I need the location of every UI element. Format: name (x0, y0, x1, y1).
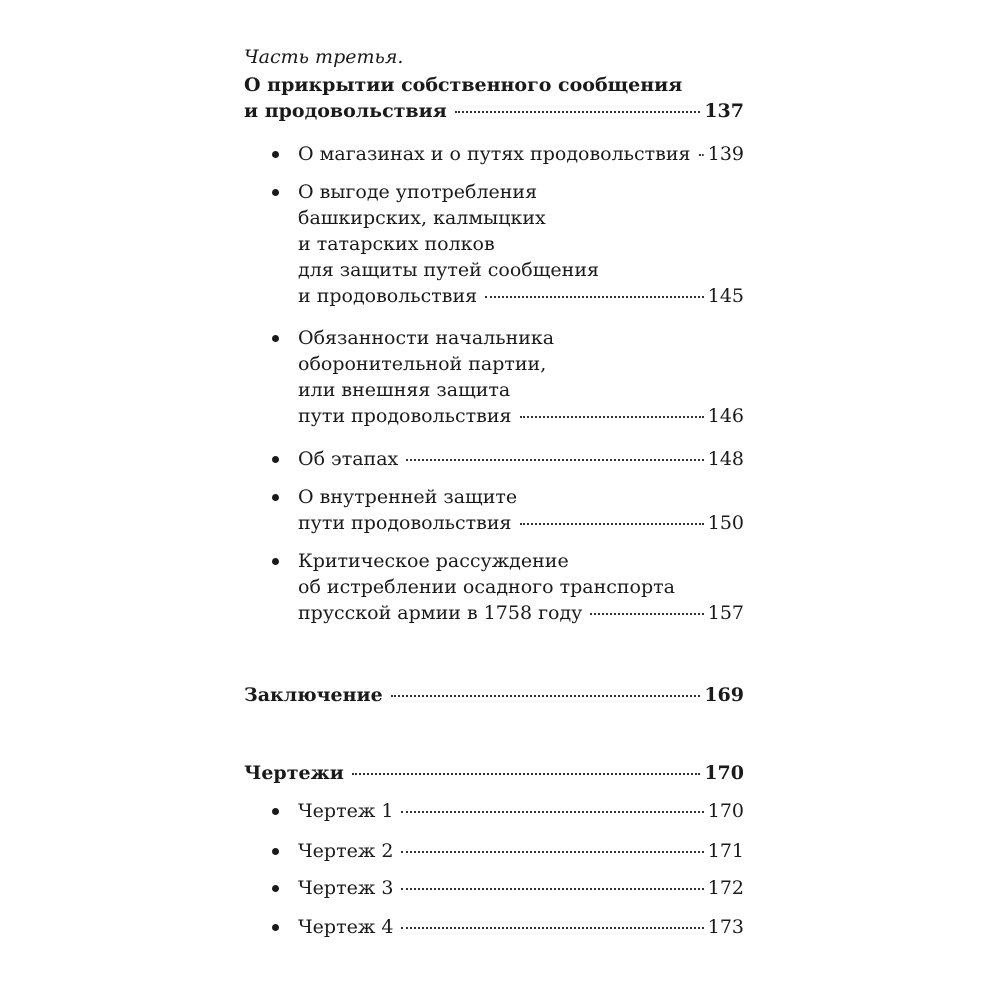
dot-leader (520, 416, 704, 418)
dot-leader (406, 459, 703, 461)
toc-entry-drawing[interactable] (298, 838, 744, 864)
entry-title-line: Обязанности начальника (298, 327, 555, 349)
toc-entry[interactable] (298, 446, 744, 472)
dot-leader (401, 851, 703, 853)
entry-title-line: Чертеж 2 (298, 840, 394, 862)
entry-title-line: Заключение (244, 684, 383, 706)
dot-leader (401, 888, 703, 890)
entry-title-line: и продовольствия (244, 100, 447, 122)
page-number: 173 (707, 916, 744, 938)
toc-entry-drawing[interactable] (298, 875, 744, 901)
toc-entry-part-three[interactable] (244, 72, 744, 124)
entry-title-line: оборонительной партии, (298, 353, 547, 375)
page-number: 139 (707, 143, 744, 165)
dot-leader (520, 523, 704, 525)
toc-entry[interactable] (298, 141, 744, 167)
page-number: 150 (707, 512, 744, 534)
entry-title-line: для защиты путей сообщения (298, 259, 599, 281)
entry-title-line: О прикрытии собственного сообщения (244, 74, 683, 96)
dot-leader (455, 111, 701, 113)
page-number: 170 (704, 762, 744, 784)
bullet-icon (272, 848, 279, 855)
bullet-icon (272, 808, 279, 815)
page-number: 146 (707, 405, 744, 427)
dot-leader (352, 773, 700, 775)
bullet-icon (272, 885, 279, 892)
page-number: 170 (707, 800, 744, 822)
page-number: 148 (707, 448, 744, 470)
toc-entry[interactable] (298, 179, 744, 309)
dot-leader (485, 296, 704, 298)
bullet-icon (272, 335, 279, 342)
dot-leader (401, 811, 703, 813)
bullet-icon (272, 558, 279, 565)
bullet-icon (272, 189, 279, 196)
entry-title-line: Чертеж 4 (298, 916, 394, 938)
entry-title-line: пути продовольствия (298, 512, 512, 534)
page-number: 145 (707, 285, 744, 307)
entry-title-line: Чертеж 1 (298, 800, 394, 822)
toc-entry-conclusion[interactable] (244, 682, 744, 708)
entry-title-line: или внешняя защита (298, 379, 511, 401)
entry-title-line: и продовольствия (298, 285, 478, 307)
entry-title-line: Чертежи (244, 762, 344, 784)
bullet-icon (272, 494, 279, 501)
toc-entry[interactable] (298, 548, 744, 626)
entry-title-line: об истреблении осадного транспорта (298, 576, 675, 598)
entry-title-line: Критическое рассуждение (298, 550, 569, 572)
page-number: 137 (704, 100, 744, 122)
entry-title-line: пути продовольствия (298, 405, 512, 427)
dot-leader (391, 695, 701, 697)
entry-title-line: О магазинах и о путях продовольствия (298, 143, 691, 165)
dot-leader (699, 154, 704, 156)
entry-title-line: башкирских, калмыцких (298, 207, 546, 229)
part-label: Часть третья. (244, 46, 404, 68)
entry-title-line: Об этапах (298, 448, 399, 470)
toc-entry-drawing[interactable] (298, 798, 744, 824)
page-number: 172 (707, 877, 744, 899)
toc-entry-drawings[interactable] (244, 760, 744, 786)
entry-title-line: О внутренней защите (298, 486, 518, 508)
bullet-icon (272, 456, 279, 463)
toc-entry[interactable] (298, 325, 744, 429)
entry-title-line: О выгоде употребления (298, 181, 538, 203)
bullet-icon (272, 151, 279, 158)
bullet-icon (272, 924, 279, 931)
page-number: 157 (707, 602, 744, 624)
page-number: 169 (704, 684, 744, 706)
entry-title-line: Чертеж 3 (298, 877, 394, 899)
dot-leader (401, 927, 703, 929)
toc-entry-drawing[interactable] (298, 914, 744, 940)
dot-leader (590, 613, 703, 615)
page-number: 171 (707, 840, 744, 862)
entry-title-line: и татарских полков (298, 233, 495, 255)
entry-title-line: прусской армии в 1758 году (298, 602, 583, 624)
toc-entry[interactable] (298, 484, 744, 536)
